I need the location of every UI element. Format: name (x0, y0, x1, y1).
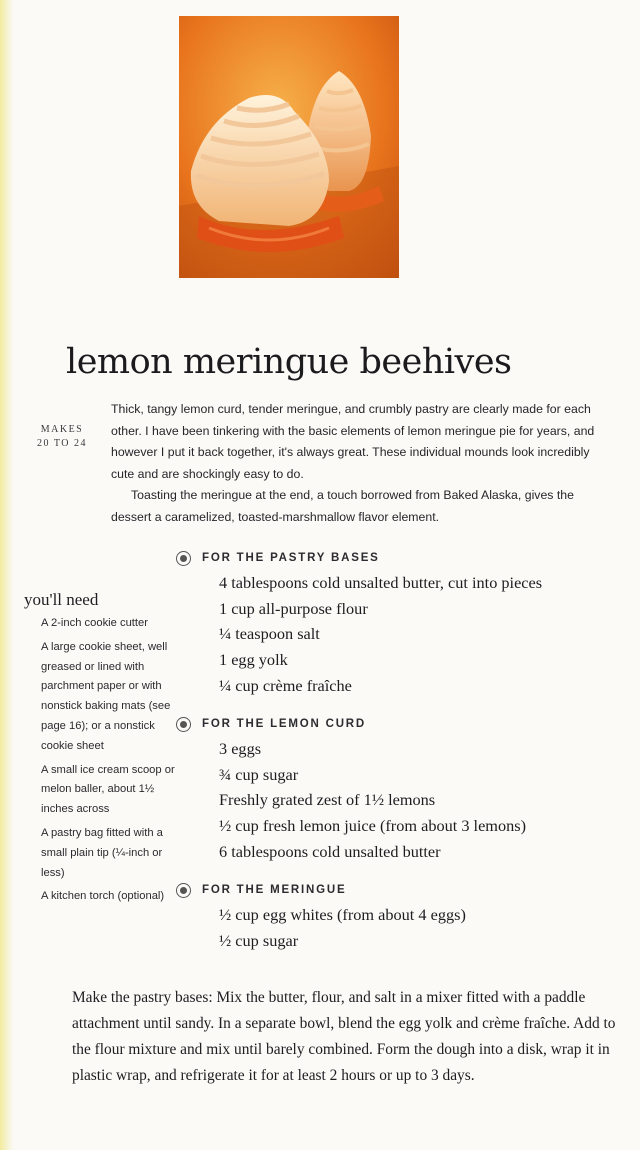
recipe-title: lemon meringue beehives (66, 342, 512, 382)
equipment-item: A small ice cream scoop or melon baller, about 1½ inches across (41, 763, 175, 816)
intro-paragraph-1: Thick, tangy lemon curd, tender meringue, and crumbly pastry are clearly made for each other. I have been tinkering with the basic elements of lemon meringue pie for years, and however I put it back together, it's always great. These individual mounds look incredibly cute and are shockingly easy to do. (111, 402, 595, 481)
makes-label: MAKES (40, 424, 84, 435)
ingredient-item: ½ cup egg whites (from about 4 eggs) (219, 905, 466, 924)
target-bullet-icon (176, 551, 191, 566)
section-heading (176, 548, 616, 568)
equipment-list (41, 614, 181, 911)
ingredient-list (176, 736, 616, 865)
equipment-item: A 2-inch cookie cutter (41, 617, 148, 629)
ingredient-item: ¾ cup sugar (219, 764, 299, 784)
section-meringue (176, 880, 616, 953)
method-paragraph: Make the pastry bases: Mix the butter, flour, and salt in a mixer fitted with a paddle attachment until sandy. In a separate bowl, blend the egg yolk and crème fraîche. Add to the flour mixture and mix until barely combined. Form the dough into a disk, wrap it in plastic wrap, and refrigerate it for at least 2 hours or up to 3 days. (72, 989, 616, 1084)
section-heading-text: FOR THE LEMON CURD (202, 718, 367, 730)
ingredient-item: 1 cup all-purpose flour (219, 598, 368, 618)
ingredient-item: 6 tablespoons cold unsalted butter (219, 841, 441, 861)
target-bullet-icon (176, 883, 191, 898)
ingredient-list (176, 902, 616, 953)
section-heading-text: FOR THE MERINGUE (202, 884, 347, 896)
equipment-item: A kitchen torch (optional) (41, 890, 165, 903)
ingredient-item: 1 egg yolk (219, 650, 288, 670)
makes-amount: 20 TO 24 (37, 438, 87, 449)
equipment-item: A large cookie sheet, well greased or lined with parchment paper or with nonstick baking mats (see page 16); or a nonstick cookie sheet (41, 640, 171, 752)
section-pastry-bases (176, 548, 616, 699)
section-lemon-curd (176, 714, 616, 865)
section-heading (176, 714, 616, 734)
section-heading (176, 880, 616, 900)
recipe-photo (179, 16, 399, 278)
ingredient-item: ½ cup fresh lemon juice (from about 3 lemons) (219, 816, 526, 836)
ingredient-list (176, 570, 616, 699)
section-heading-text: FOR THE PASTRY BASES (202, 552, 380, 564)
ingredient-item: ¼ teaspoon salt (219, 624, 320, 644)
ingredient-item: ½ cup sugar (219, 930, 299, 950)
equipment-item: A pastry bag fitted with a small plain tip (¼-inch or less) (41, 826, 163, 879)
meringue-beehives-image (179, 16, 399, 278)
ingredient-item: 4 tablespoons cold unsalted butter, cut into pieces (219, 573, 543, 592)
ingredient-item: Freshly grated zest of 1½ lemons (219, 790, 436, 810)
target-bullet-icon (176, 717, 191, 732)
youll-need-heading: you'll need (24, 590, 99, 609)
page-edge (0, 0, 14, 1150)
ingredient-item: 3 eggs (219, 739, 262, 758)
intro-text (111, 399, 611, 528)
yield-label (28, 423, 96, 451)
ingredient-item: ¼ cup crème fraîche (219, 675, 352, 695)
intro-paragraph-2: Toasting the meringue at the end, a touch borrowed from Baked Alaska, gives the dessert a caramelized, toasted-marshmallow flavor element. (111, 488, 574, 524)
